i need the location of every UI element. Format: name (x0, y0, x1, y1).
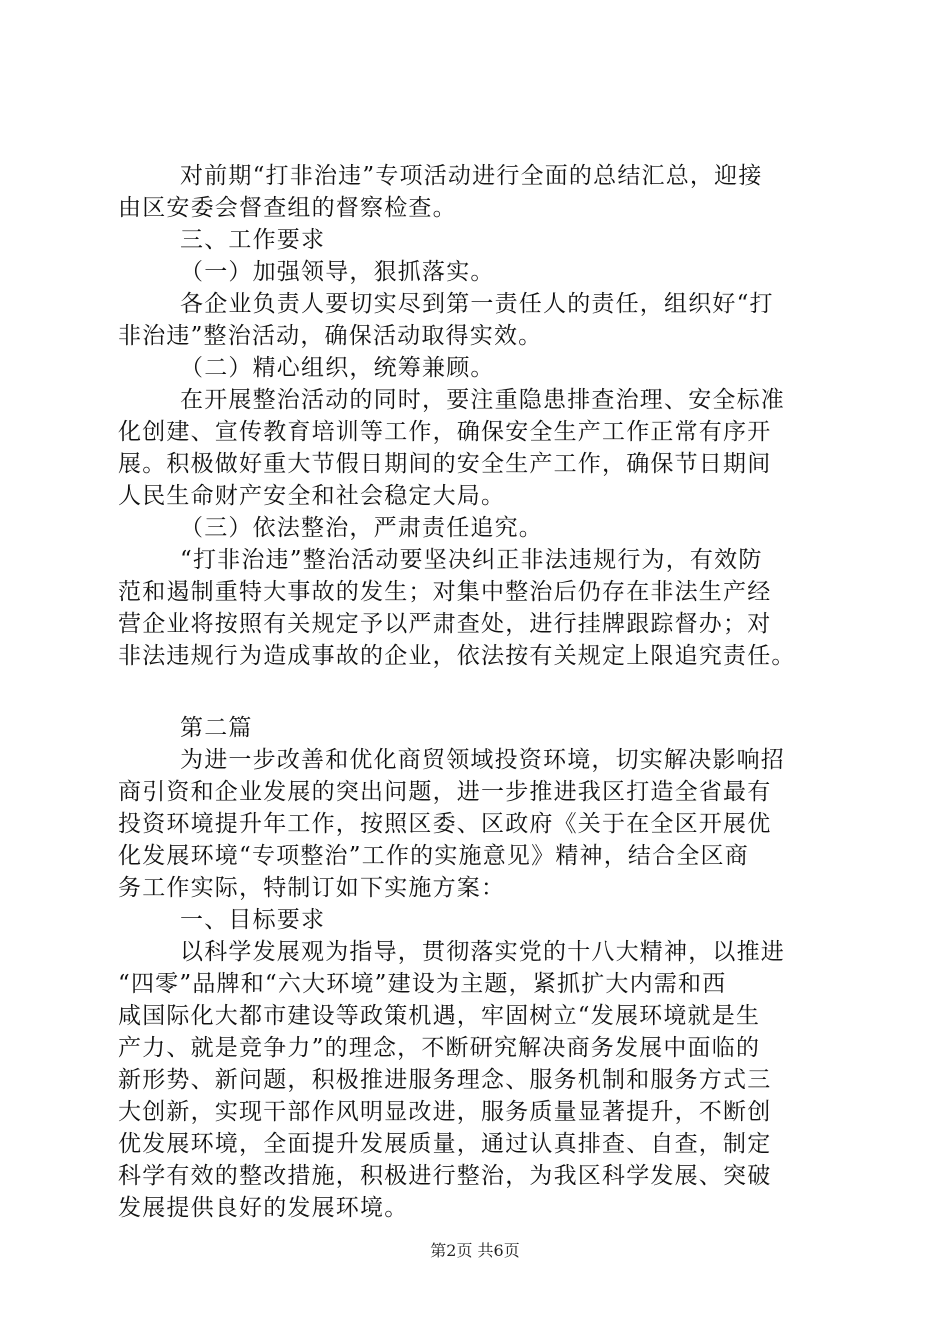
paragraph-line: 范和遏制重特大事故的发生；对集中整治后仍存在非法生产经 (118, 579, 772, 605)
paragraph-line: 人民生命财产安全和社会稳定大局。 (118, 483, 506, 509)
subsection-heading: （二）精心组织，统筹兼顾。 (180, 355, 495, 381)
paragraph-line: 为进一步改善和优化商贸领域投资环境，切实解决影响招 (180, 747, 785, 773)
paragraph-line: 优发展环境，全面提升发展质量，通过认真排查、自查，制定 (118, 1131, 772, 1157)
paragraph-line: 在开展整治活动的同时，要注重隐患排查治理、安全标准 (180, 387, 785, 413)
paragraph-line: 各企业负责人要切实尽到第一责任人的责任，组织好“打 (180, 291, 774, 317)
paragraph-line: 非法违规行为造成事故的企业，依法按有关规定上限追究责任。 (118, 643, 796, 669)
paragraph-line: 以科学发展观为指导，贯彻落实党的十八大精神，以推进 (180, 939, 785, 965)
page-number-footer: 第2页 共6页 (430, 1241, 520, 1260)
paragraph-line: 由区安委会督查组的督察检查。 (118, 195, 457, 221)
paragraph-line: 商引资和企业发展的突出问题，进一步推进我区打造全省最有 (118, 779, 772, 805)
section-heading: 一、目标要求 (180, 907, 326, 933)
paragraph-line: 非治违”整治活动，确保活动取得实效。 (118, 323, 543, 349)
paragraph-line: 发展提供良好的发展环境。 (118, 1195, 409, 1221)
paragraph-line: 科学有效的整改措施，积极进行整治，为我区科学发展、突破 (118, 1163, 772, 1189)
paragraph-line: 大创新，实现干部作风明显改进，服务质量显著提升，不断创 (118, 1099, 772, 1125)
paragraph-line: 展。积极做好重大节假日期间的安全生产工作，确保节日期间 (118, 451, 772, 477)
paragraph-line: 投资环境提升年工作，按照区委、区政府《关于在全区开展优 (118, 811, 772, 837)
part-heading: 第二篇 (180, 715, 253, 741)
paragraph-line: 化发展环境“专项整治”工作的实施意见》精神，结合全区商 (118, 843, 749, 869)
paragraph-line: 新形势、新问题，积极推进服务理念、服务机制和服务方式三 (118, 1067, 772, 1093)
document-body (118, 160, 842, 1224)
paragraph-line: 化创建、宣传教育培训等工作，确保安全生产工作正常有序开 (118, 419, 772, 445)
subsection-heading: （三）依法整治，严肃责任追究。 (180, 515, 543, 541)
paragraph-line: 务工作实际，特制订如下实施方案： (118, 875, 506, 901)
paragraph-line: 咸国际化大都市建设等政策机遇，牢固树立“发展环境就是生 (118, 1003, 761, 1029)
section-heading: 三、工作要求 (180, 227, 326, 253)
paragraph-line: 营企业将按照有关规定予以严肃查处，进行挂牌跟踪督办；对 (118, 611, 772, 637)
subsection-heading: （一）加强领导，狠抓落实。 (180, 259, 495, 285)
paragraph-line: 产力、就是竞争力”的理念，不断研究解决商务发展中面临的 (118, 1035, 761, 1061)
paragraph-line: “四零”品牌和“六大环境”建设为主题，紧抓扩大内需和西 (118, 971, 727, 997)
paragraph-line: 对前期“打非治违”专项活动进行全面的总结汇总，迎接 (180, 163, 763, 189)
section-spacer (118, 672, 842, 712)
paragraph-line: “打非治违”整治活动要坚决纠正非法违规行为，有效防 (180, 547, 763, 573)
